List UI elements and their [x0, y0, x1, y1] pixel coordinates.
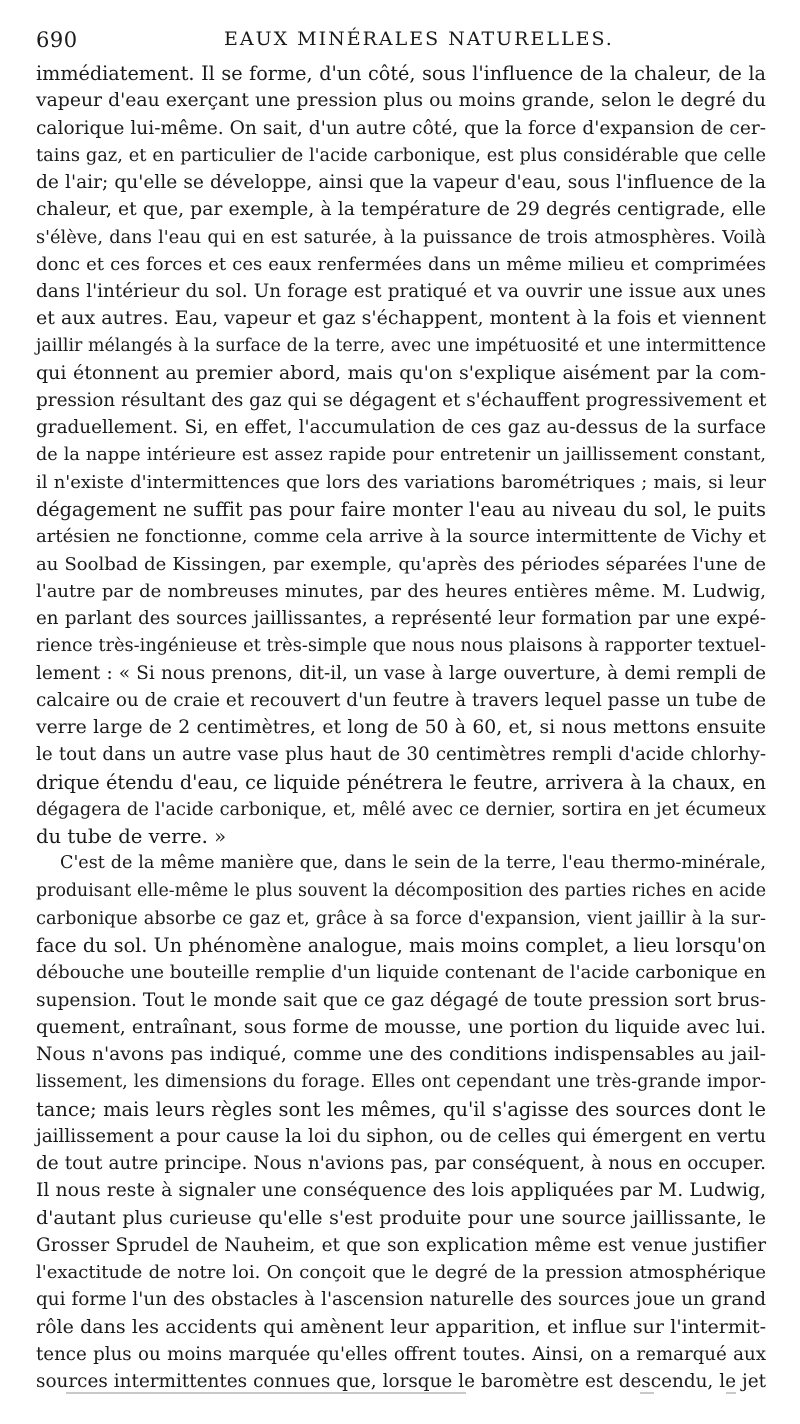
text-line: Grosser Sprudel de Nauheim, et que son explication même est venue justifier — [36, 1234, 766, 1256]
text-line: rience très-ingénieuse et très-simple que nous nous plaisons à rapporter textuel- — [36, 635, 766, 657]
text-line: il n'existe d'intermittences que lors des variations barométriques ; mais, si leur — [36, 471, 766, 493]
text-line: carbonique absorbe ce gaz et, grâce à sa force d'expansion, vient jaillir à la sur- — [36, 907, 766, 929]
running-title: EAUX MINÉRALES NATURELLES. — [224, 28, 614, 50]
text-line: tence plus ou moins marquée qu'elles offrent toutes. Ainsi, on a remarqué aux — [36, 1343, 766, 1365]
text-line: l'autre par de nombreuses minutes, par des heures entières même. M. Ludwig, — [36, 580, 766, 602]
text-line: pression résultant des gaz qui se dégagent et s'échauffent progressivement et — [36, 390, 767, 411]
text-line: s'élève, dans l'eau qui en est saturée, à la puissance de trois atmosphères. Voilà — [36, 226, 766, 248]
text-line: calcaire ou de craie et recouvert d'un feutre à travers lequel passe un tube de — [36, 689, 766, 711]
text-line: dans l'intérieur du sol. Un forage est pratiqué et va ouvrir une issue aux unes — [36, 281, 766, 302]
text-line: du tube de verre. » — [36, 825, 227, 848]
text-line: quement, entraînant, sous forme de mousse, une portion du liquide avec lui. — [36, 1016, 766, 1038]
text-line: calorique lui-même. On sait, d'un autre côté, que la force d'expansion de cer- — [36, 117, 766, 139]
bleed-through-residue — [36, 1392, 766, 1398]
text-line: produisant elle-même le plus souvent la décomposition des parties riches en acide — [36, 880, 766, 901]
text-line: le tout dans un autre vase plus haut de 30 centimètres rempli d'acide chlorhy- — [36, 744, 766, 766]
text-line: qui étonnent au premier abord, mais qu'on s'explique aisément par la com- — [36, 361, 766, 384]
text-line: tains gaz, et en particulier de l'acide carbonique, est plus considérable que celle — [36, 144, 766, 166]
text-line: sources intermittentes connues que, lorsque le baromètre est descendu, le jet — [36, 1371, 766, 1392]
text-line: de tout autre principe. Nous n'avions pas, par conséquent, à nous en occuper. — [36, 1153, 766, 1174]
text-line: Il nous reste à signaler une conséquence des lois appliquées par M. Ludwig, — [36, 1180, 766, 1202]
text-line: de l'air; qu'elle se développe, ainsi que la vapeur d'eau, sous l'influence de la — [36, 172, 766, 193]
text-line: Nous n'avons pas indiqué, comme une des conditions indispensables au jail- — [36, 1044, 766, 1065]
text-line: donc et ces forces et ces eaux renfermées dans un même milieu et comprimées — [36, 253, 766, 275]
text-line: et aux autres. Eau, vapeur et gaz s'échappent, montent à la fois et viennent — [36, 307, 766, 330]
text-line: lissement, les dimensions du forage. Elles ont cependant une très-grande impor- — [36, 1071, 766, 1093]
text-line: artésien ne fonctionne, comme cela arrive à la source intermittente de Vichy et — [36, 526, 766, 548]
text-line: l'exactitude de notre loi. On conçoit que le degré de la pression atmosphérique — [36, 1262, 766, 1283]
page-header — [36, 28, 766, 58]
text-line: qui forme l'un des obstacles à l'ascension naturelle des sources joue un grand — [36, 1289, 766, 1311]
text-line: dégagera de l'acide carbonique, et, mêlé avec ce dernier, sortira en jet écumeux — [36, 798, 766, 820]
text-line: de la nappe intérieure est assez rapide pour entretenir un jaillissement constant, — [36, 444, 766, 465]
text-line: au Soolbad de Kissingen, par exemple, qu'après des périodes séparées l'une de — [36, 553, 766, 575]
text-line: C'est de la même manière que, dans le sein de la terre, l'eau thermo-minérale, — [60, 853, 766, 874]
text-line: chaleur, et que, par exemple, à la température de 29 degrés centigrade, elle — [36, 199, 766, 221]
text-line: verre large de 2 centimètres, et long de 50 à 60, et, si nous mettons ensuite — [36, 717, 766, 738]
text-line: tance; mais leurs règles sont les mêmes, qu'il s'agisse des sources dont le — [36, 1097, 766, 1121]
text-line: d'autant plus curieuse qu'elle s'est produite pour une source jaillissante, le — [36, 1206, 766, 1229]
page-number: 690 — [36, 28, 78, 52]
body-text — [36, 60, 766, 1395]
text-line: face du sol. Un phénomène analogue, mais moins complet, a lieu lorsqu'on — [36, 934, 766, 957]
text-line: débouche une bouteille remplie d'un liquide contenant de l'acide carbonique en — [36, 962, 766, 984]
text-line: en parlant des sources jaillissantes, a représenté leur formation par une expé- — [36, 608, 766, 629]
text-line: supension. Tout le monde sait que ce gaz dégagé de toute pression sort brus- — [36, 989, 766, 1011]
text-line: immédiatement. Il se forme, d'un côté, sous l'influence de la chaleur, de la — [36, 62, 766, 85]
text-line: jaillir mélangés à la surface de la terre, avec une impétuosité et une intermittence — [36, 335, 766, 356]
text-line: jaillissement a pour cause la loi du siphon, ou de celles qui émergent en vertu — [36, 1125, 766, 1147]
text-line: drique étendu d'eau, ce liquide pénétrera le feutre, arrivera à la chaux, en — [36, 770, 766, 794]
text-line: lement : « Si nous prenons, dit-il, un vase à large ouverture, à demi rempli de — [36, 662, 766, 684]
paragraph — [36, 850, 766, 1395]
text-line: vapeur d'eau exerçant une pression plus ou moins grande, selon le degré du — [36, 90, 766, 112]
paragraph — [36, 60, 766, 850]
text-line: dégagement ne suffit pas pour faire monter l'eau au niveau du sol, le puits — [36, 498, 766, 521]
text-line: graduellement. Si, en effet, l'accumulation de ces gaz au-dessus de la surface — [36, 417, 766, 439]
text-line: rôle dans les accidents qui amènent leur apparition, et influe sur l'intermit- — [36, 1315, 766, 1338]
